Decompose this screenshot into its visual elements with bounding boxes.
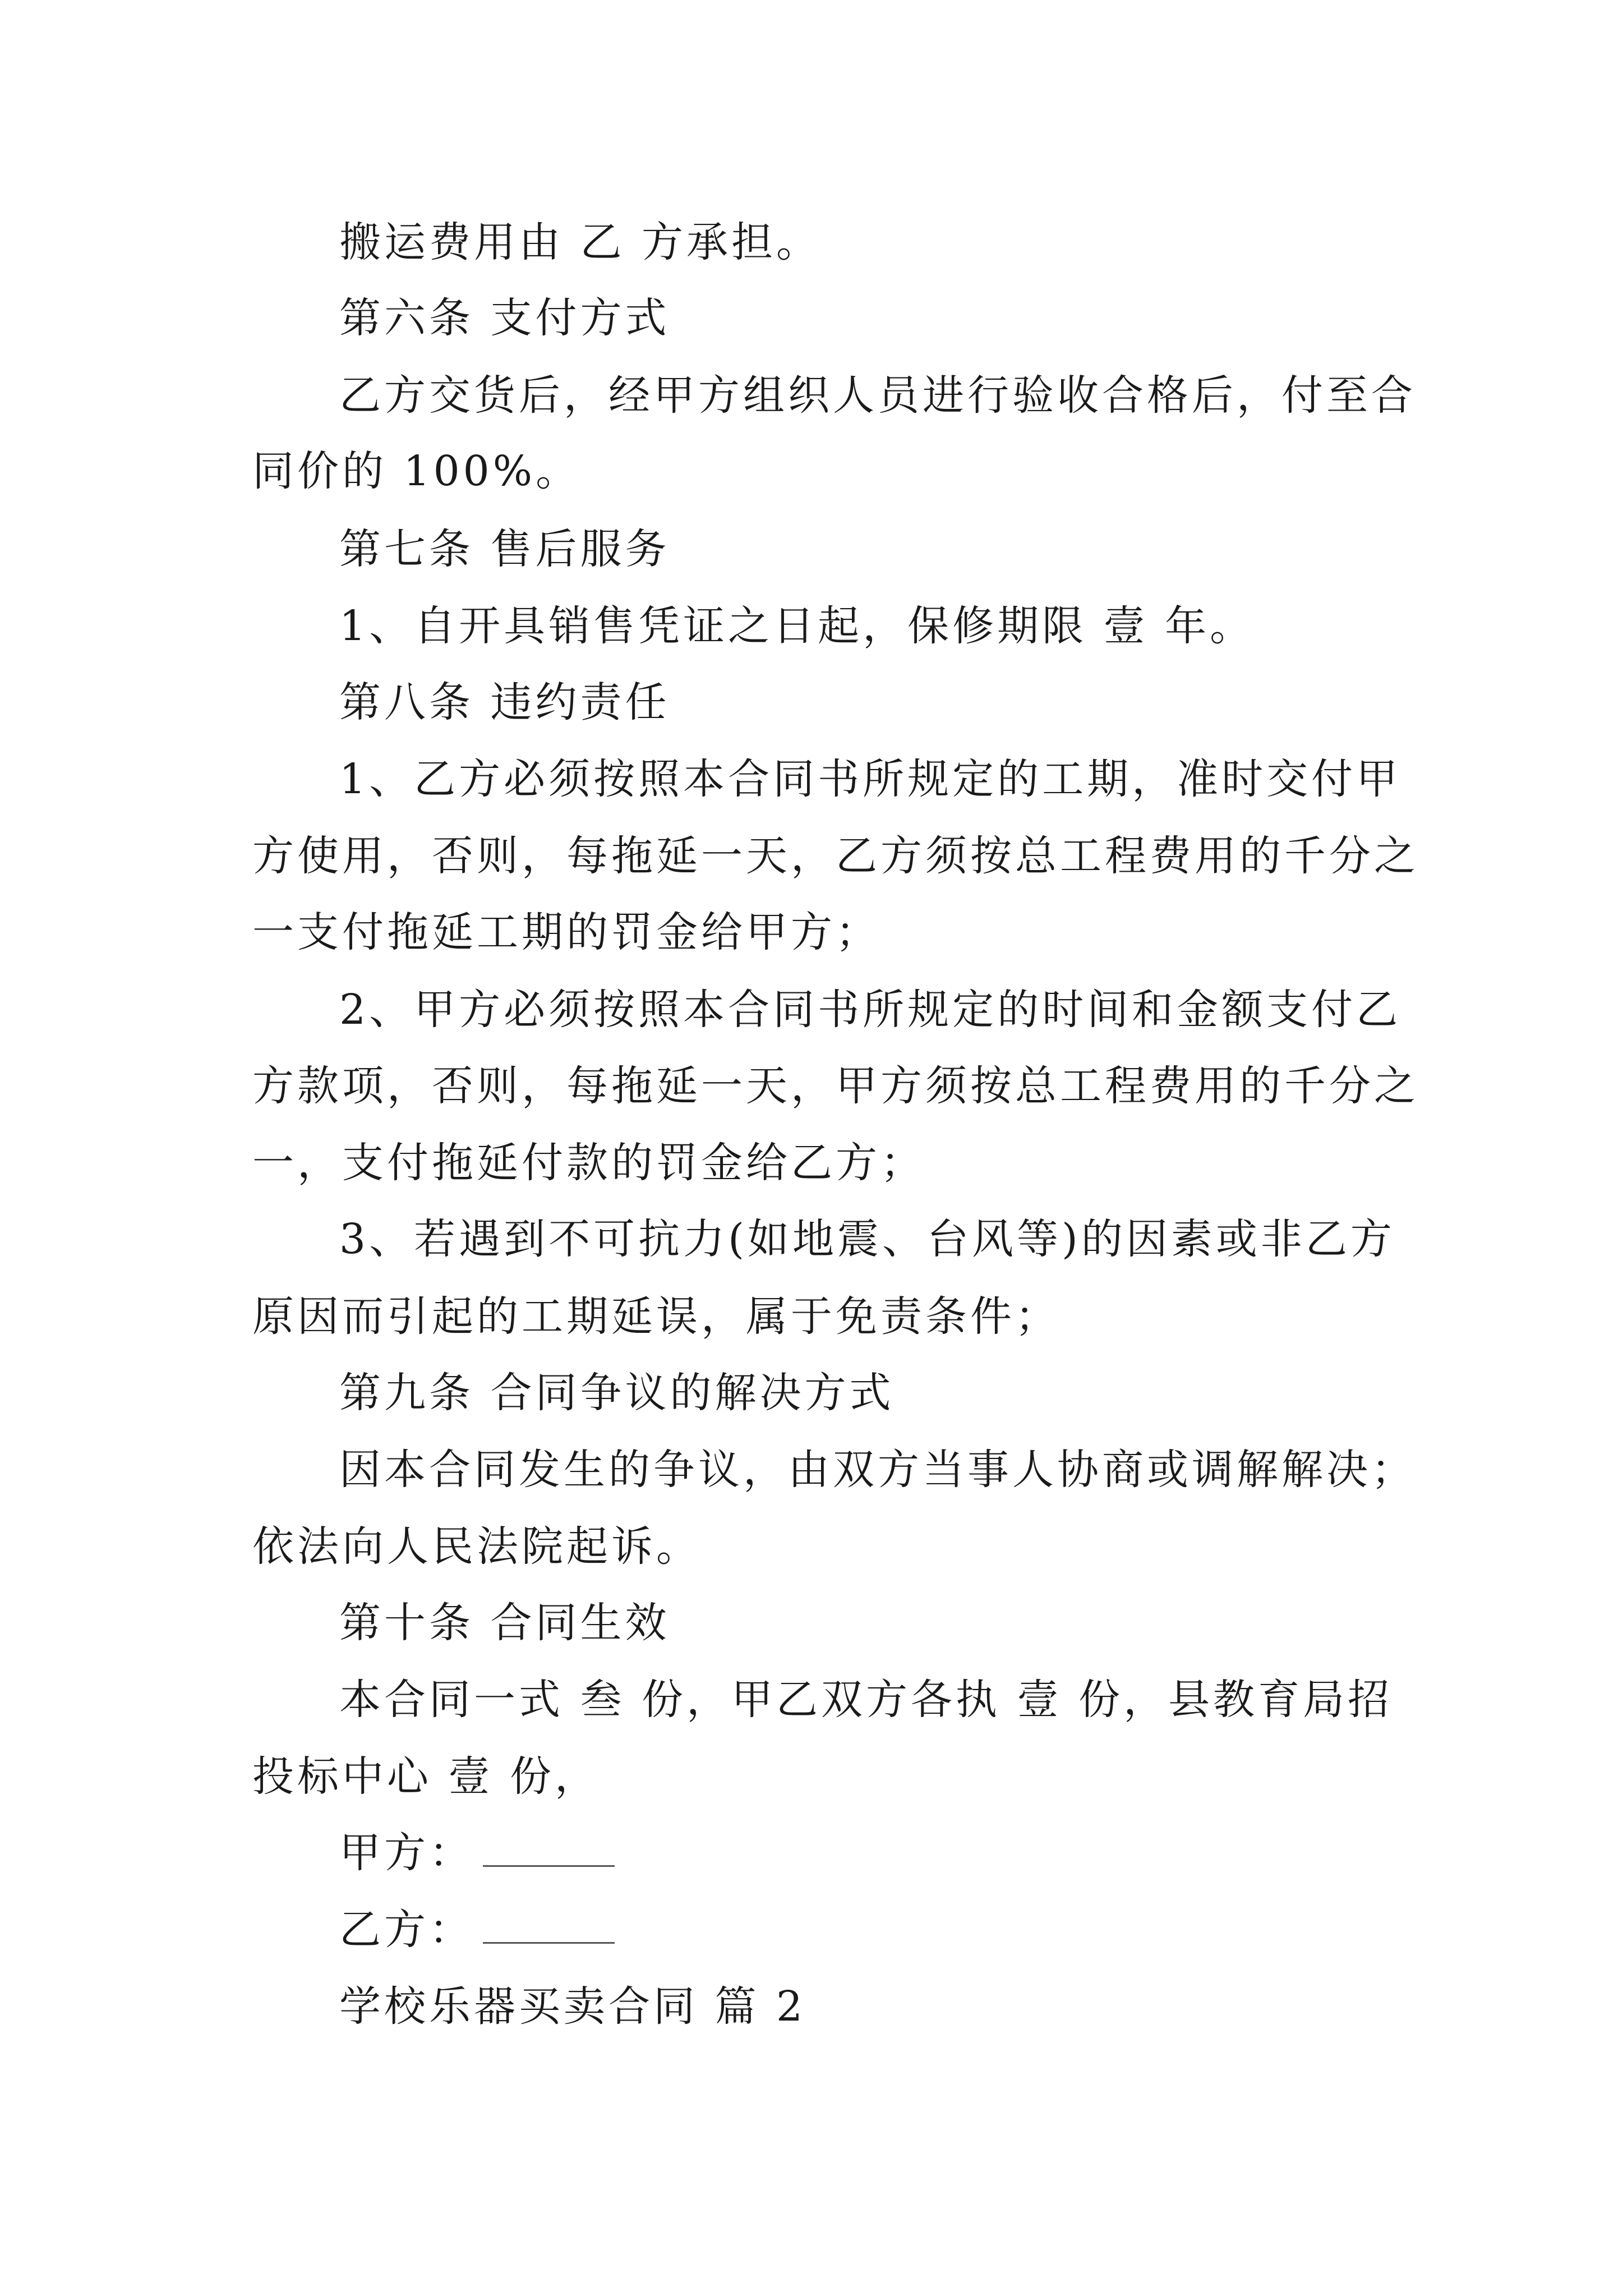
text-line: 1、乙方必须按照本合同书所规定的工期，准时交付甲 xyxy=(339,755,1401,803)
section-heading: 第七条 售后服务 xyxy=(339,525,670,573)
text-line: 方款项，否则，每拖延一天，甲方须按总工程费用的千分之 xyxy=(252,1062,1419,1110)
party-b-blank xyxy=(483,1939,615,1944)
section-heading: 第九条 合同争议的解决方式 xyxy=(339,1369,895,1417)
text-line: 方使用，否则，每拖延一天，乙方须按总工程费用的千分之 xyxy=(252,832,1419,880)
party-a-label: 甲方： xyxy=(339,1829,474,1877)
text-line: 本合同一式 叁 份，甲乙双方各执 壹 份，县教育局招 xyxy=(339,1676,1393,1724)
section-heading: 第六条 支付方式 xyxy=(339,294,670,342)
text-line: 同价的 100%。 xyxy=(252,447,581,495)
text-line: 一支付拖延工期的罚金给甲方； xyxy=(252,908,880,956)
section-heading: 第八条 违约责任 xyxy=(339,678,670,726)
party-b-signature xyxy=(339,1906,615,1954)
text-line: 投标中心 壹 份， xyxy=(252,1752,600,1801)
text-line: 1、自开具销售凭证之日起，保修期限 壹 年。 xyxy=(339,602,1255,650)
party-b-label: 乙方： xyxy=(339,1906,474,1954)
text-line: 因本合同发生的争议，由双方当事人协商或调解解决； xyxy=(339,1446,1416,1494)
section-heading: 第十条 合同生效 xyxy=(339,1599,670,1647)
text-line: 原因而引起的工期延误，属于免责条件； xyxy=(252,1292,1060,1341)
text-line: 依法向人民法院起诉。 xyxy=(252,1522,701,1571)
next-section-title: 学校乐器买卖合同 篇 2 xyxy=(339,1982,806,2031)
text-line: 乙方交货后，经甲方组织人员进行验收合格后，付至合 xyxy=(339,371,1416,420)
text-line: 3、若遇到不可抗力(如地震、台风等)的因素或非乙方 xyxy=(339,1215,1395,1263)
text-line: 一，支付拖延付款的罚金给乙方； xyxy=(252,1139,925,1187)
party-a-signature xyxy=(339,1829,615,1877)
text-line: 2、甲方必须按照本合同书所规定的时间和金额支付乙 xyxy=(339,986,1401,1034)
text-line: 搬运费用由 乙 方承担。 xyxy=(339,218,822,266)
party-a-blank xyxy=(483,1862,615,1867)
